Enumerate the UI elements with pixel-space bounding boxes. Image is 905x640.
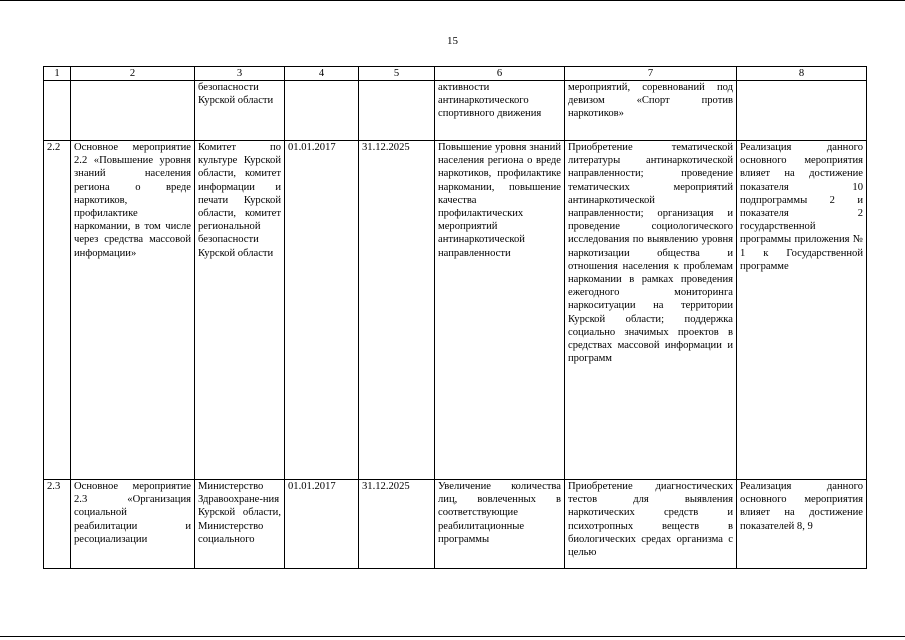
table-header-row (44, 67, 867, 81)
program-activities-table (43, 66, 867, 569)
main-directions-cell: Приобретение тематической литературы антинаркотической направленности; проведение тематических мероприятий антинаркотической направленности; организация и проведение социологического исследования по выявлению уровня наркотизации общества и отношения населения к проблемам наркомании в рамках проведения ежегодного мониторинга наркоситуации на территории Курской области; поддержка социально значимых проектов в средствах массовой информации и программ (565, 141, 737, 480)
page-number: 15 (447, 35, 458, 47)
executor-cell: Министерство Здравоохране-ния Курской области, Министерство социального (195, 480, 285, 569)
indicator-link-cell: Реализация данного основного мероприятия влияет на достижение показателей 8, 9 (737, 480, 867, 569)
start-date-cell: 01.01.2017 (285, 141, 359, 480)
start-date-cell (285, 81, 359, 141)
executor-cell: Комитет по культуре Курской области, комитет информации и печати Курской области, комитет региональной безопасности Курской области (195, 141, 285, 480)
activity-name-cell: Основное мероприятие 2.2 «Повышение уровня знаний населения региона о вреде наркотиков, профилактике наркомании, в том числе через средства массовой информации» (71, 141, 195, 480)
header-cell: 5 (359, 67, 435, 81)
indicator-link-cell: Реализация данного основного мероприятия влияет на достижение показателя 10 подпрограммы 2 и показателя 2 государственной программы приложения № 1 к Государственной программе (737, 141, 867, 480)
row-number-cell: 2.2 (44, 141, 71, 480)
header-cell: 7 (565, 67, 737, 81)
end-date-cell (359, 81, 435, 141)
page-bottom-border (0, 636, 905, 637)
table-row (44, 81, 867, 141)
table-row (44, 141, 867, 480)
row-number-cell (44, 81, 71, 141)
expected-result-cell: активности антинаркотического спортивного движения (435, 81, 565, 141)
table-row (44, 480, 867, 569)
end-date-cell: 31.12.2025 (359, 141, 435, 480)
expected-result-cell: Повышение уровня знаний населения региона о вреде наркотиков, профилактике наркомании, повышение качества профилактических мероприятий антинаркотической направленности (435, 141, 565, 480)
activity-name-cell: Основное мероприятие 2.3 «Организация социальной реабилитации и ресоциализации (71, 480, 195, 569)
header-cell: 8 (737, 67, 867, 81)
expected-result-cell: Увеличение количества лиц, вовлеченных в соответствующие реабилитационные программы (435, 480, 565, 569)
activity-name-cell (71, 81, 195, 141)
main-directions-cell: Приобретение диагностических тестов для выявления наркотических средств и психотропных веществ в биологических средах организма с целью (565, 480, 737, 569)
header-cell: 6 (435, 67, 565, 81)
start-date-cell: 01.01.2017 (285, 480, 359, 569)
executor-cell: безопасности Курской области (195, 81, 285, 141)
header-cell: 1 (44, 67, 71, 81)
main-directions-cell: мероприятий, соревнований под девизом «Спорт против наркотиков» (565, 81, 737, 141)
page-top-border (0, 0, 905, 1)
row-number-cell: 2.3 (44, 480, 71, 569)
header-cell: 4 (285, 67, 359, 81)
header-cell: 2 (71, 67, 195, 81)
indicator-link-cell (737, 81, 867, 141)
end-date-cell: 31.12.2025 (359, 480, 435, 569)
header-cell: 3 (195, 67, 285, 81)
